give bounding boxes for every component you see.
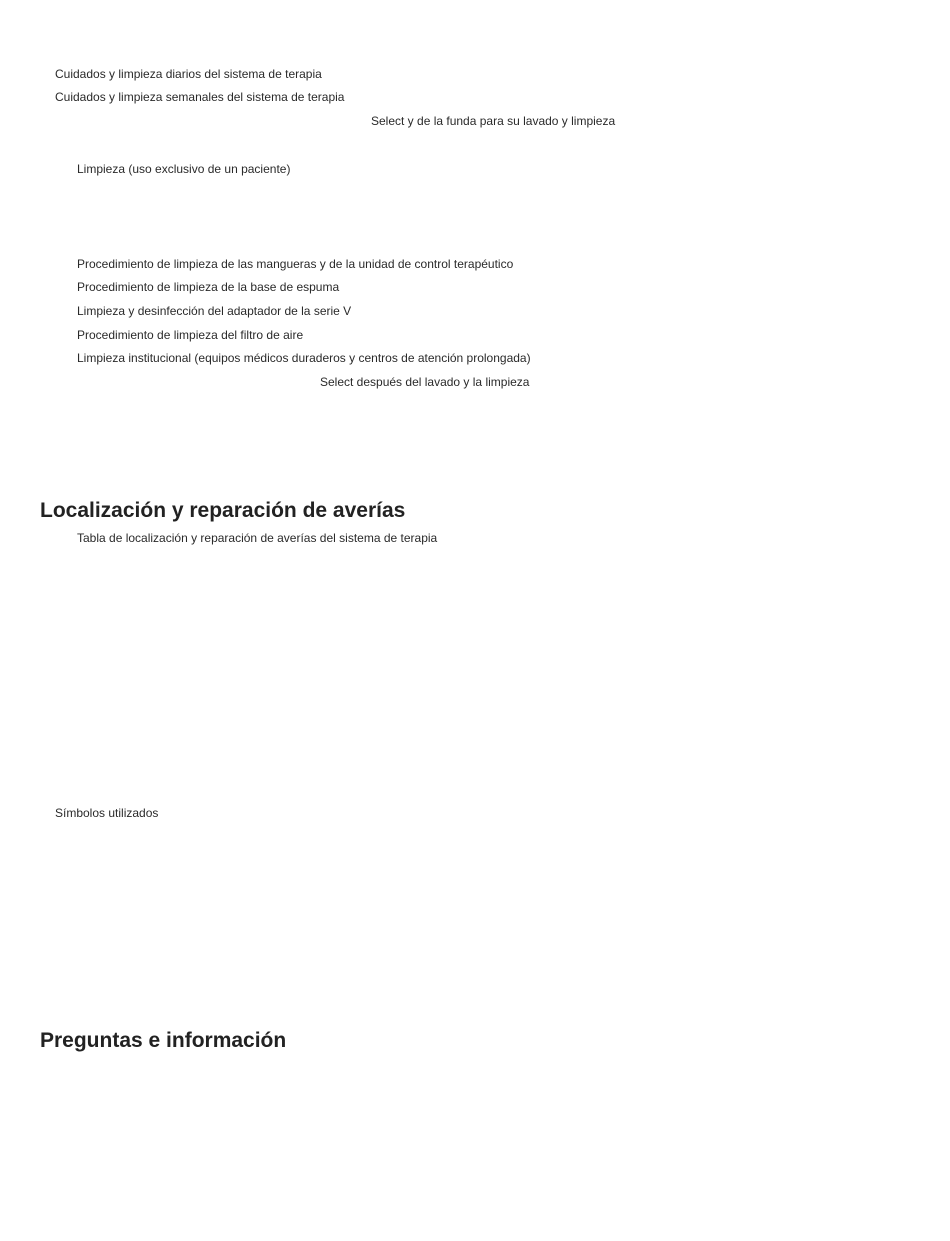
toc-item-daily-care[interactable]: Cuidados y limpieza diarios del sistema de terapia — [55, 67, 322, 81]
toc-item-hose-control-unit-cleaning[interactable]: Procedimiento de limpieza de las mangueras y de la unidad de control terapéutico — [77, 257, 514, 271]
troubleshooting-heading: Localización y reparación de averías — [40, 499, 406, 522]
toc-item-v-series-adapter-cleaning[interactable]: Limpieza y desinfección del adaptador de la serie V — [77, 304, 352, 318]
toc-item-troubleshooting-table[interactable]: Tabla de localización y reparación de averías del sistema de terapia — [77, 531, 438, 545]
toc-item-air-filter-cleaning[interactable]: Procedimiento de limpieza del filtro de aire — [77, 328, 304, 342]
toc-item-foam-base-cleaning[interactable]: Procedimiento de limpieza de la base de espuma — [77, 280, 340, 294]
toc-item-select-cover-washing[interactable]: Select y de la funda para su lavado y limpieza — [371, 114, 616, 128]
toc-item-select-after-washing[interactable]: Select después del lavado y la limpieza — [320, 375, 530, 389]
toc-item-weekly-care[interactable]: Cuidados y limpieza semanales del sistema de terapia — [55, 90, 345, 104]
questions-heading: Preguntas e información — [40, 1029, 287, 1052]
toc-item-single-patient-cleaning[interactable]: Limpieza (uso exclusivo de un paciente) — [77, 162, 291, 176]
toc-item-institutional-cleaning[interactable]: Limpieza institucional (equipos médicos duraderos y centros de atención prolongada) — [77, 351, 531, 365]
toc-item-symbols-used[interactable]: Símbolos utilizados — [55, 806, 159, 820]
